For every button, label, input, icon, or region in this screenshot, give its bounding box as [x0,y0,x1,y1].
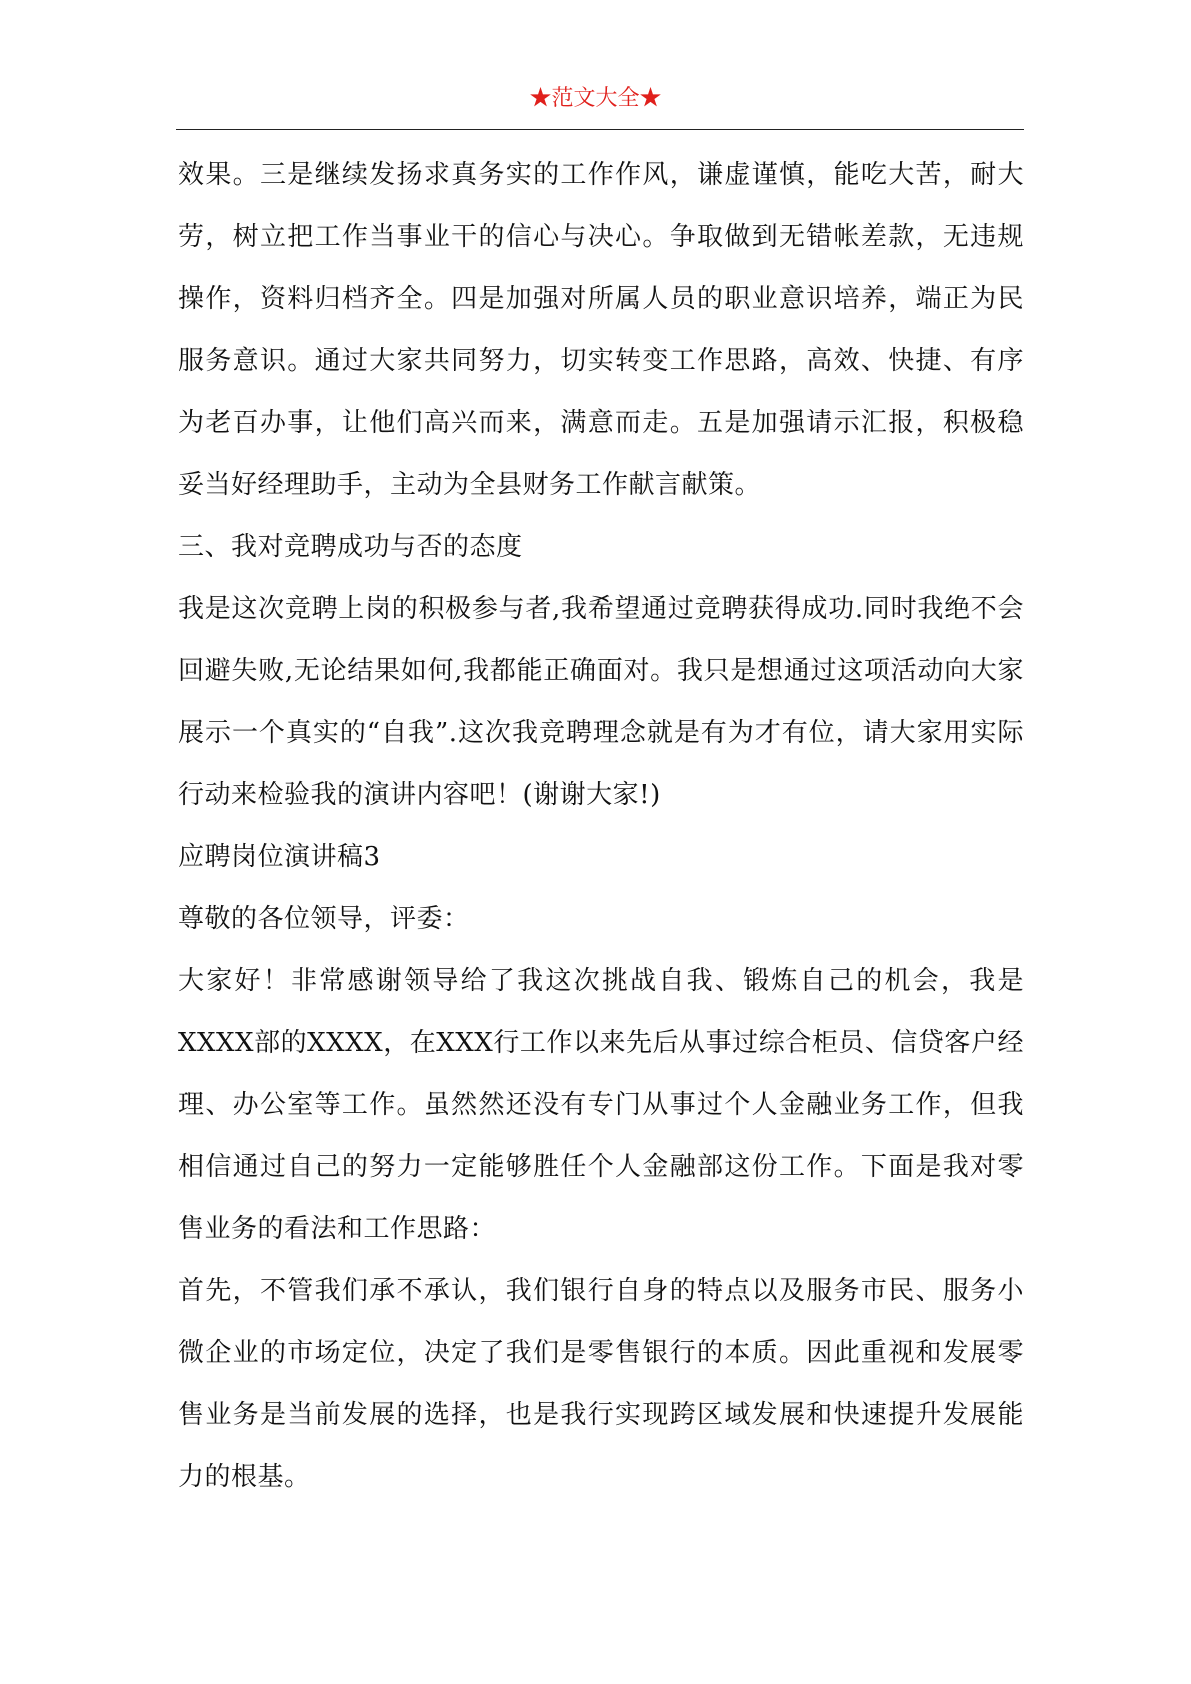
page-header-title: ★范文大全★ [529,86,662,111]
body-paragraph-1: 效果。三是继续发扬求真务实的工作作风，谦虚谨慎，能吃大苦，耐大劳，树立把工作当事业干的信心与决心。争取做到无错帐差款，无违规操作，资料归档齐全。四是加强对所属人员的职业意识培养，端正为民服务意识。通过大家共同努力，切实转变工作思路，高效、快捷、有序为老百办事，让他们高兴而来，满意而走。五是加强请示汇报，积极稳妥当好经理助手，主动为全县财务工作献言献策。 [178,160,1024,500]
body-paragraph-4: 首先，不管我们承不承认，我们银行自身的特点以及服务市民、服务小微企业的市场定位，决定了我们是零售银行的本质。因此重视和发展零售业务是当前发展的选择，也是我行实现跨区域发展和快速提升发展能力的根基。 [178,1276,1024,1492]
body-paragraph-3: 大家好！非常感谢领导给了我这次挑战自我、锻炼自己的机会，我是XXXX部的XXXX，在XXX行工作以来先后从事过综合柜员、信贷客户经理、办公室等工作。虽然然还没有专门从事过个人金融业务工作，但我相信通过自己的努力一定能够胜任个人金融部这份工作。下面是我对零售业务的看法和工作思路： [178,966,1024,1244]
body-paragraph-2: 我是这次竞聘上岗的积极参与者,我希望通过竞聘获得成功.同时我绝不会回避失败,无论结果如何,我都能正确面对。我只是想通过这项活动向大家展示一个真实的“自我”.这次我竞聘理念就是有为才有位，请大家用实际行动来检验我的演讲内容吧！(谢谢大家!) [178,594,1024,810]
speech-title-3: 应聘岗位演讲稿3 [178,842,381,872]
header-divider [176,129,1024,130]
document-body [178,144,1024,1508]
section-heading-attitude: 三、我对竞聘成功与否的态度 [178,532,523,562]
salutation: 尊敬的各位领导，评委： [178,904,470,934]
